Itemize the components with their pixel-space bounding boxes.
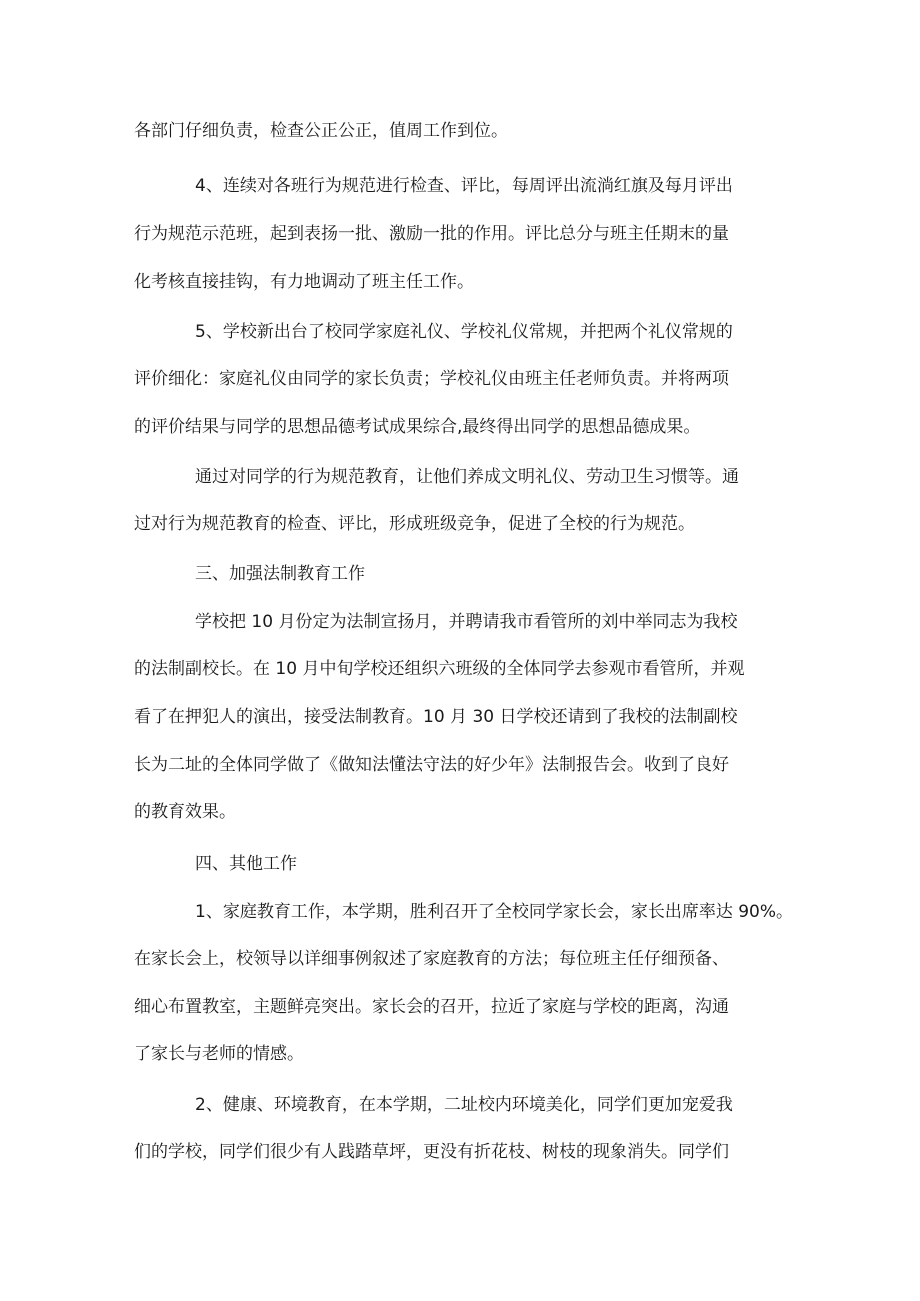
paragraph-line: 评价细化：家庭礼仪由同学的家长负责；学校礼仪由班主任老师负责。并将两项 bbox=[134, 369, 729, 389]
paragraph-line: 过对行为规范教育的检查、评比，形成班级竞争，促进了全校的行为规范。 bbox=[134, 514, 695, 534]
paragraph-line: 的评价结果与同学的思想品德考试成果综合,最终得出同学的思想品德成果。 bbox=[134, 417, 701, 437]
paragraph-line: 在家长会上，校领导以详细事例叙述了家庭教育的方法；每位班主任仔细预备、 bbox=[134, 949, 729, 969]
paragraph-line: 学校把 10 月份定为法制宣扬月，并聘请我市看管所的刘中举同志为我校 bbox=[195, 612, 738, 632]
section-heading: 三、加强法制教育工作 bbox=[195, 564, 365, 584]
paragraph-line: 长为二址的全体同学做了《做知法懂法守法的好少年》法制报告会。收到了良好 bbox=[134, 755, 729, 775]
paragraph-line: 4、连续对各班行为规范进行检查、评比，每周评出流淌红旗及每月评出 bbox=[195, 176, 733, 196]
paragraph-line: 化考核直接挂钩，有力地调动了班主任工作。 bbox=[134, 272, 474, 292]
paragraph-line: 通过对同学的行为规范教育，让他们养成文明礼仪、劳动卫生习惯等。通 bbox=[195, 467, 739, 487]
paragraph-line: 5、学校新出台了校同学家庭礼仪、学校礼仪常规，并把两个礼仪常规的 bbox=[195, 322, 733, 342]
paragraph-line: 的法制副校长。在 10 月中旬学校还组织六班级的全体同学去参观市看管所，并观 bbox=[134, 659, 745, 679]
paragraph-line: 各部门仔细负责，检查公正公正，值周工作到位。 bbox=[134, 121, 508, 141]
section-heading: 四、其他工作 bbox=[195, 854, 297, 874]
paragraph-line: 细心布置教室，主题鲜亮突出。家长会的召开，拉近了家庭与学校的距离，沟通 bbox=[134, 997, 729, 1017]
paragraph-line: 1、家庭教育工作，本学期，胜利召开了全校同学家长会，家长出席率达 90%。 bbox=[195, 902, 794, 922]
paragraph-line: 们的学校，同学们很少有人践踏草坪，更没有折花枝、树枝的现象消失。同学们 bbox=[134, 1142, 729, 1162]
paragraph-line: 看了在押犯人的演出，接受法制教育。10 月 30 日学校还请到了我校的法制副校 bbox=[134, 707, 738, 727]
paragraph-line: 2、健康、环境教育，在本学期，二址校内环境美化，同学们更加宠爱我 bbox=[195, 1095, 733, 1115]
paragraph-line: 行为规范示范班，起到表扬一批、激励一批的作用。评比总分与班主任期末的量 bbox=[134, 224, 729, 244]
paragraph-line: 的教育效果。 bbox=[134, 802, 236, 822]
paragraph-line: 了家长与老师的情感。 bbox=[134, 1044, 304, 1064]
